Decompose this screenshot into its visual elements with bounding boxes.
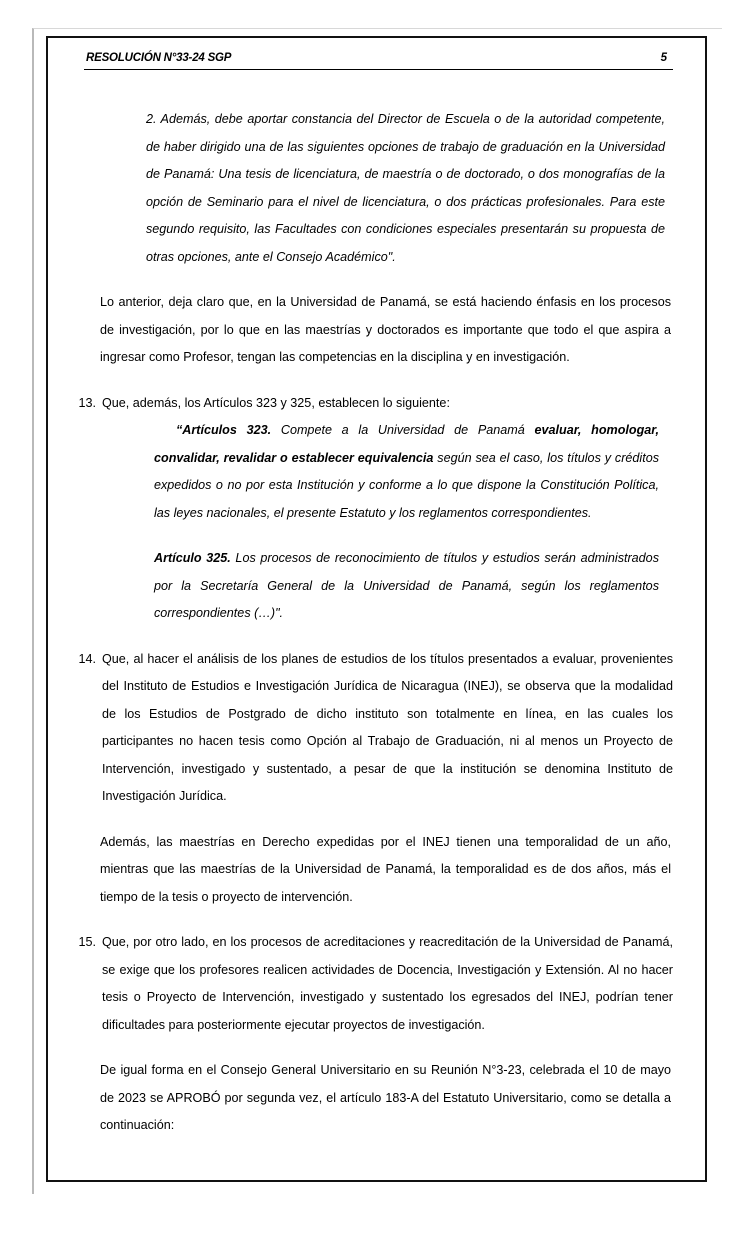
quoted-articulo-323 bbox=[154, 417, 659, 527]
articulo-323-part1: Compete a la Universidad de Panamá bbox=[271, 423, 535, 437]
quoted-requirement-paragraph: 2. Además, debe aportar constancia del Director de Escuela o de la autoridad competente, de haber dirigido una de las siguientes opciones de trabajo de graduación en la Universidad de Panamá: Una tesis de licenciatura, de maestría o de doctorado, o dos monografías de la opción de Seminario para el nivel de licenciatura, o dos prácticas profesionales. Para este segundo requisito, las Facultades con condiciones especiales presentarán su propuesta de otras opciones, ante el Consejo Académico". bbox=[146, 112, 665, 264]
item-15-text: Que, por otro lado, en los procesos de acreditaciones y reacreditación de la Universidad de Panamá, se exige que los profesores realicen actividades de Docencia, Investigación y Extensión. Al no hacer tesis o Proyecto de Intervención, investigado y sustentado los egresados del INEJ, podrían tener dificultades para posteriormente ejecutar proyectos de investigación. bbox=[102, 935, 673, 1032]
spacer bbox=[76, 527, 673, 545]
spacer bbox=[76, 1039, 673, 1057]
articulo-323-bold-run: evaluar, homologar, convalidar, revalidar o establecer equivalencia bbox=[154, 423, 660, 465]
paragraph-lo-anterior: Lo anterior, deja claro que, en la Universidad de Panamá, se está haciendo énfasis en los procesos de investigación, por lo que en las maestrías y doctorados es importante que todo el que aspira a ingresar como Profesor, tengan las competencias en la disciplina y en investigación. bbox=[100, 295, 671, 364]
quoted-articulo-325 bbox=[154, 545, 659, 628]
item-14-text: Que, al hacer el análisis de los planes de estudios de los títulos presentados a evaluar, provenientes del Instituto de Estudios e Investigación Jurídica de Nicaragua (INEJ), se observa que la modalidad de los Estudios de Postgrado de dicho instituto son totalmente en línea, en las cuales los participantes no hacen tesis como Opción al Trabajo de Graduación, ni al menos un Proyecto de Intervención, investigado y sustentado, a pesar de que la institución se denomina Instituto de Investigación Jurídica. bbox=[102, 651, 673, 803]
spacer bbox=[76, 811, 673, 829]
header-page-number: 5 bbox=[660, 52, 667, 64]
articulo-323-label: “Artículos 323. bbox=[176, 423, 272, 437]
numbered-item-13 bbox=[76, 390, 673, 418]
item-13-number: 13. bbox=[78, 395, 96, 410]
paragraph-de-igual-forma: De igual forma en el Consejo General Universitario en su Reunión N°3-23, celebrada el 10 de mayo de 2023 se APROBÓ por segunda vez, el artículo 183-A del Estatuto Universitario, como se detalla a continuación: bbox=[100, 1063, 671, 1132]
item-13-text: Que, además, los Artículos 323 y 325, establecen lo siguiente: bbox=[102, 395, 450, 410]
spacer bbox=[76, 921, 673, 929]
document-page bbox=[60, 44, 695, 1174]
spacer bbox=[76, 628, 673, 646]
paragraph-ademas-maestrias: Además, las maestrías en Derecho expedidas por el INEJ tienen una temporalidad de un año, mientras que las maestrías de la Universidad de Panamá, la temporalidad es de dos años, más el tiempo de la tesis o proyecto de intervención. bbox=[100, 834, 671, 904]
spacer bbox=[76, 382, 673, 390]
item-14-number: 14. bbox=[78, 651, 96, 666]
spacer bbox=[76, 271, 673, 289]
header-resolution-title: RESOLUCIÓN N°33-24 SGP bbox=[86, 52, 232, 64]
articulo-323-part2: según sea el caso, los títulos y créditos expedidos o no por esta Institución y conforme a lo que dispone la Constitución Política, las leyes nacionales, el presente Estatuto y los reglamentos correspondientes. bbox=[154, 450, 660, 520]
articulo-325-text: Los procesos de reconocimiento de títulos y estudios serán administrados por la Secretaría General de la Universidad de Panamá, según los reglamentos correspondientes (…)". bbox=[154, 551, 659, 620]
numbered-item-15 bbox=[76, 929, 673, 1039]
header-rule-divider bbox=[84, 69, 673, 70]
item-15-number: 15. bbox=[78, 935, 96, 949]
document-header bbox=[76, 52, 673, 76]
numbered-item-14 bbox=[76, 646, 673, 811]
articulo-325-label: Artículo 325. bbox=[154, 551, 231, 565]
